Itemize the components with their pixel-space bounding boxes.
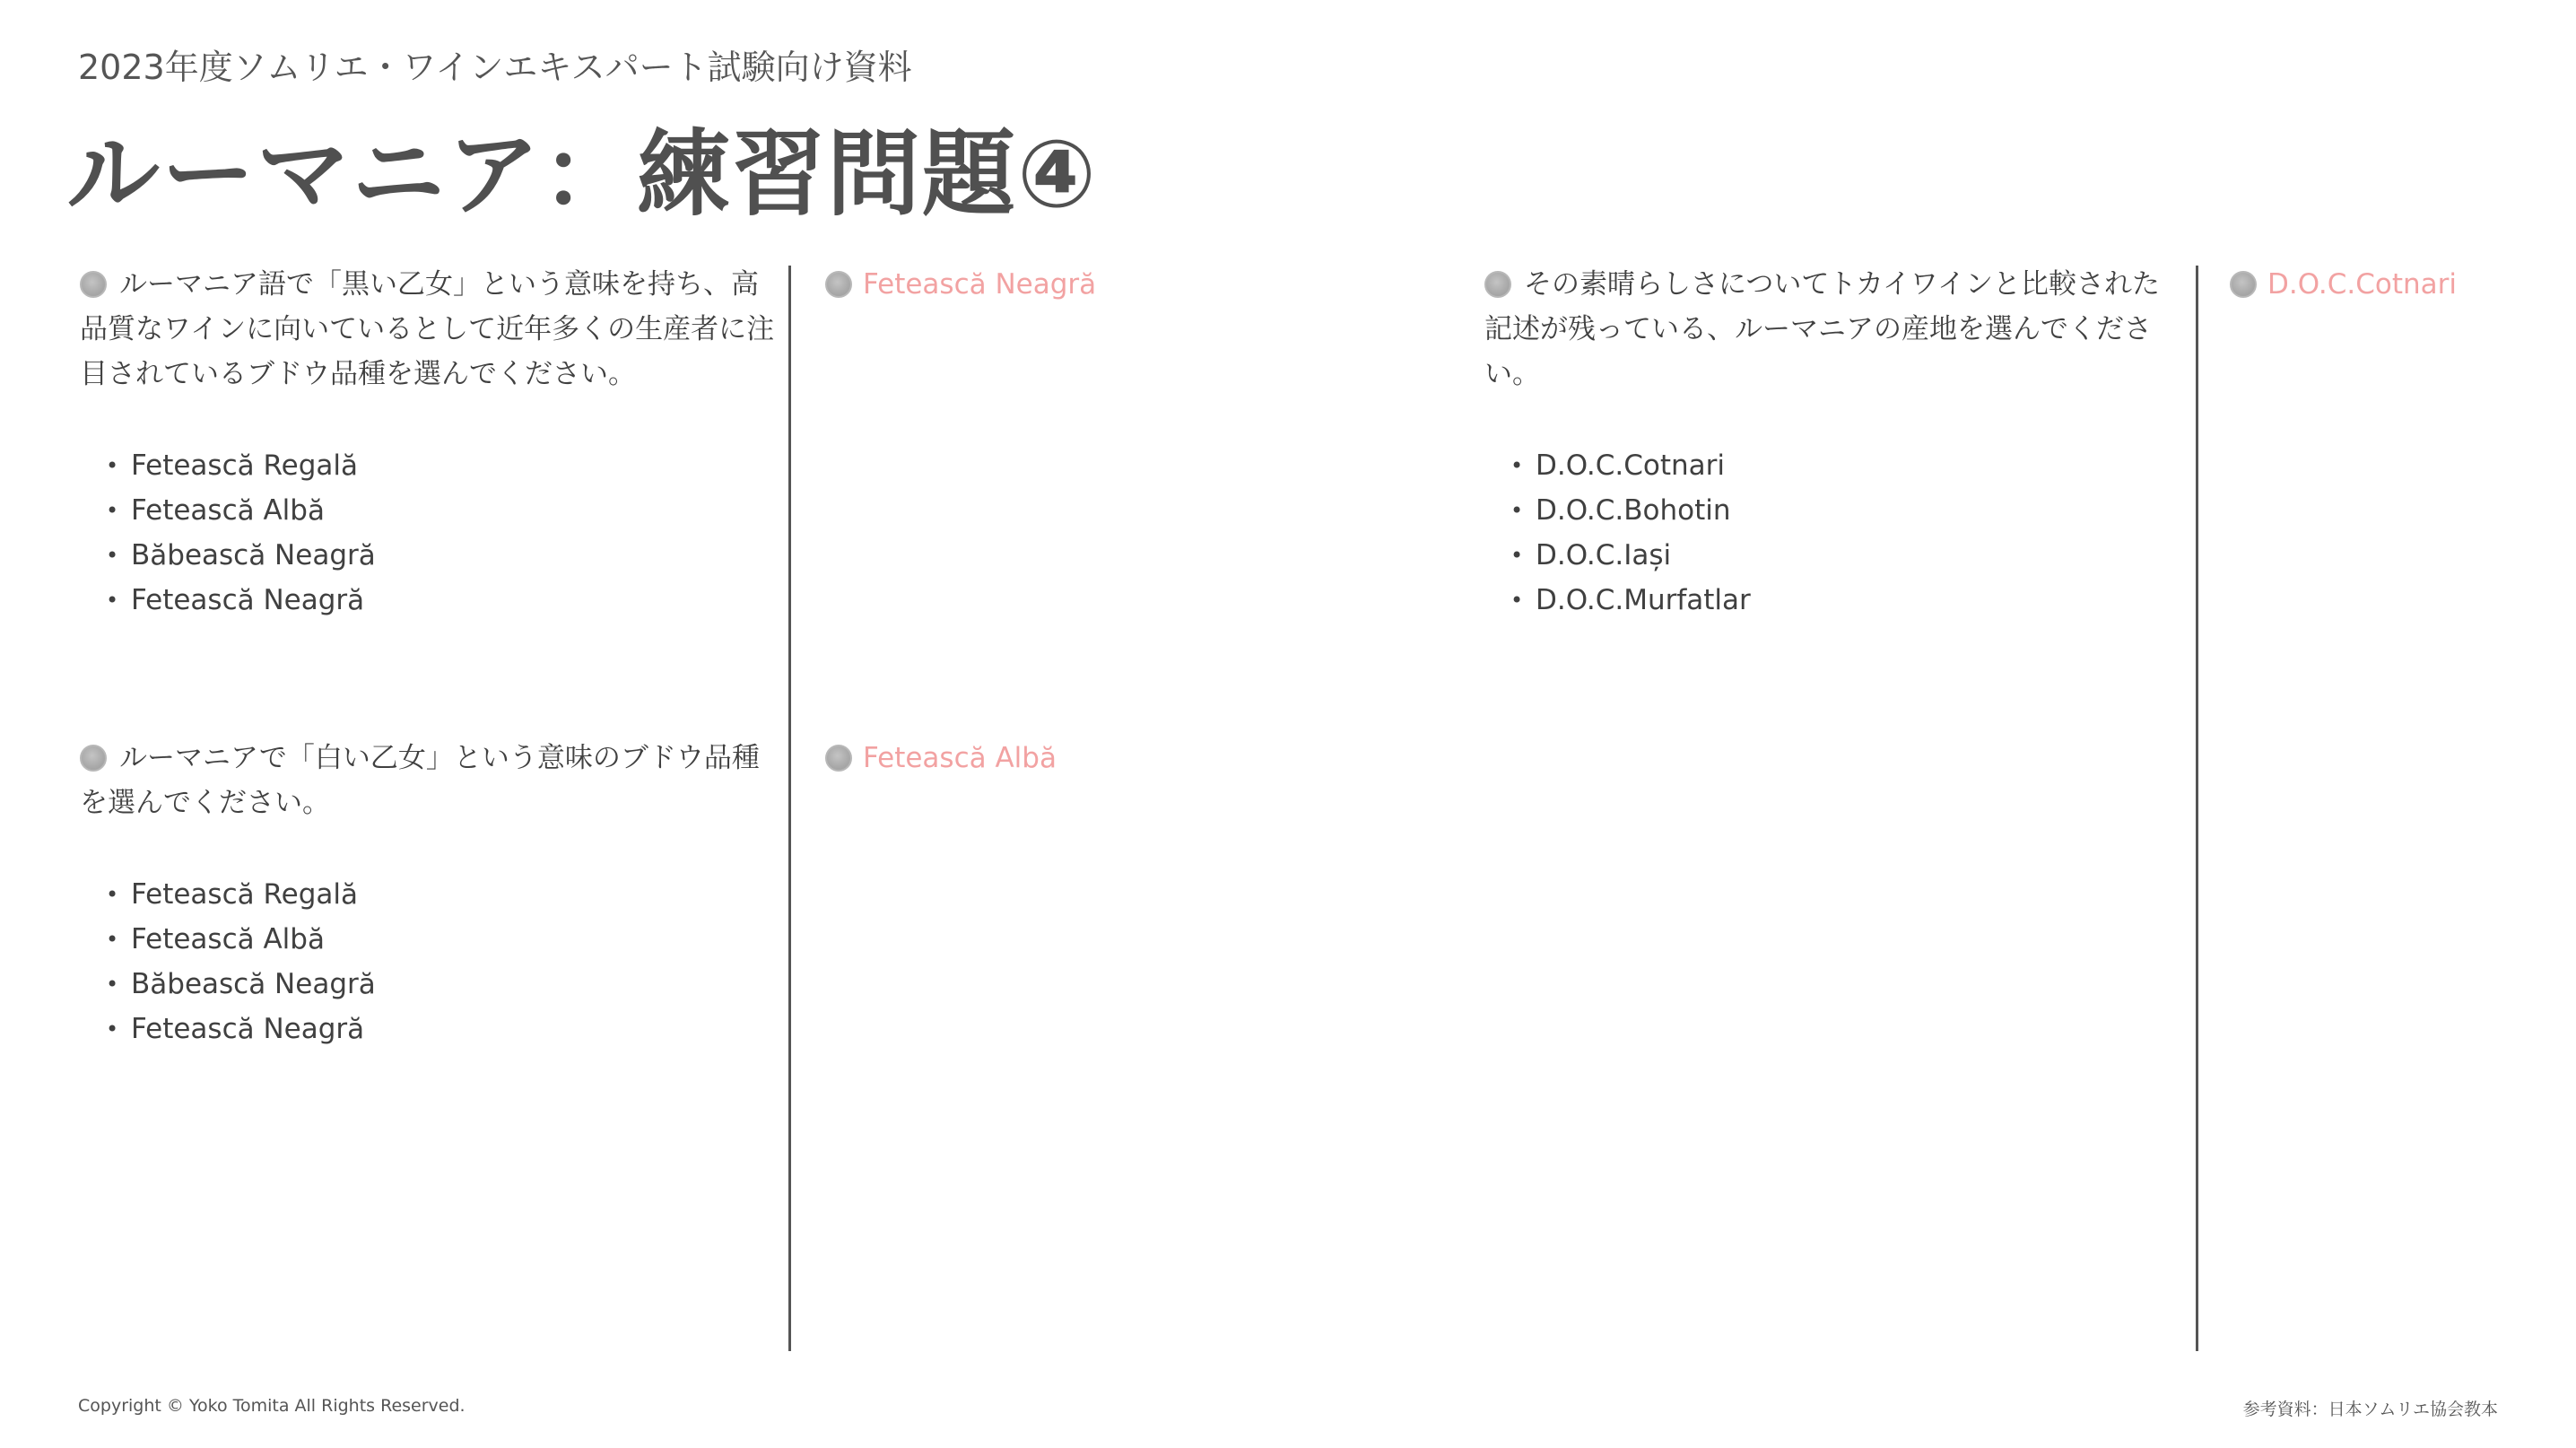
question-2-label: ルーマニアで「白い乙女」という意味のブドウ品種を選んでください。 [80,742,760,819]
answer-1-bullet-icon [825,271,852,298]
list-item: • Băbească Neagră [106,962,376,1007]
column-divider-left [788,266,791,1351]
page-title: ルーマニア：練習問題④ [66,119,1099,229]
question-3-text [1484,262,2184,397]
answer-1-text: Fetească Neagră [863,268,1097,301]
question-1-label: ルーマニア語で「黒い乙女」という意味を持ち、高品質なワインに向いているとして近年多くの生産者に注目されているブドウ品種を選んでください。 [80,268,775,390]
answer-3-bullet-icon [2230,271,2257,298]
column-divider-right [2196,266,2198,1351]
question-1-options [106,443,376,623]
document-subtitle: 2023年度ソムリエ・ワインエキスパート試験向け資料 [78,48,912,87]
list-item: • Fetească Neagră [106,578,376,623]
list-item: • D.O.C.Murfatlar [1510,578,1751,623]
copyright-text: Copyright © Yoko Tomita All Rights Reserved. [78,1396,466,1416]
list-item: • Fetească Albă [106,917,376,962]
question-2-text [80,736,779,825]
list-item: • Fetească Neagră [106,1007,376,1051]
question-2-options [106,872,376,1051]
list-item: • D.O.C.Cotnari [1510,443,1751,488]
list-item: • D.O.C.Bohotin [1510,488,1751,533]
list-item: • Fetească Regală [106,872,376,917]
answer-3-text: D.O.C.Cotnari [2267,268,2457,301]
reference-text: 参考資料：日本ソムリエ協会教本 [2242,1400,2498,1419]
question-3-label: その素晴らしさについてトカイワインと比較された記述が残っている、ルーマニアの産地を選んでください。 [1484,268,2160,390]
list-item: • Băbească Neagră [106,533,376,578]
answer-2-bullet-icon [825,745,852,772]
list-item: • Fetească Albă [106,488,376,533]
question-3-options [1510,443,1751,623]
list-item: • Fetească Regală [106,443,376,488]
answer-2-text: Fetească Albă [863,742,1057,774]
list-item: • D.O.C.Iași [1510,533,1751,578]
question-1-text [80,262,779,397]
